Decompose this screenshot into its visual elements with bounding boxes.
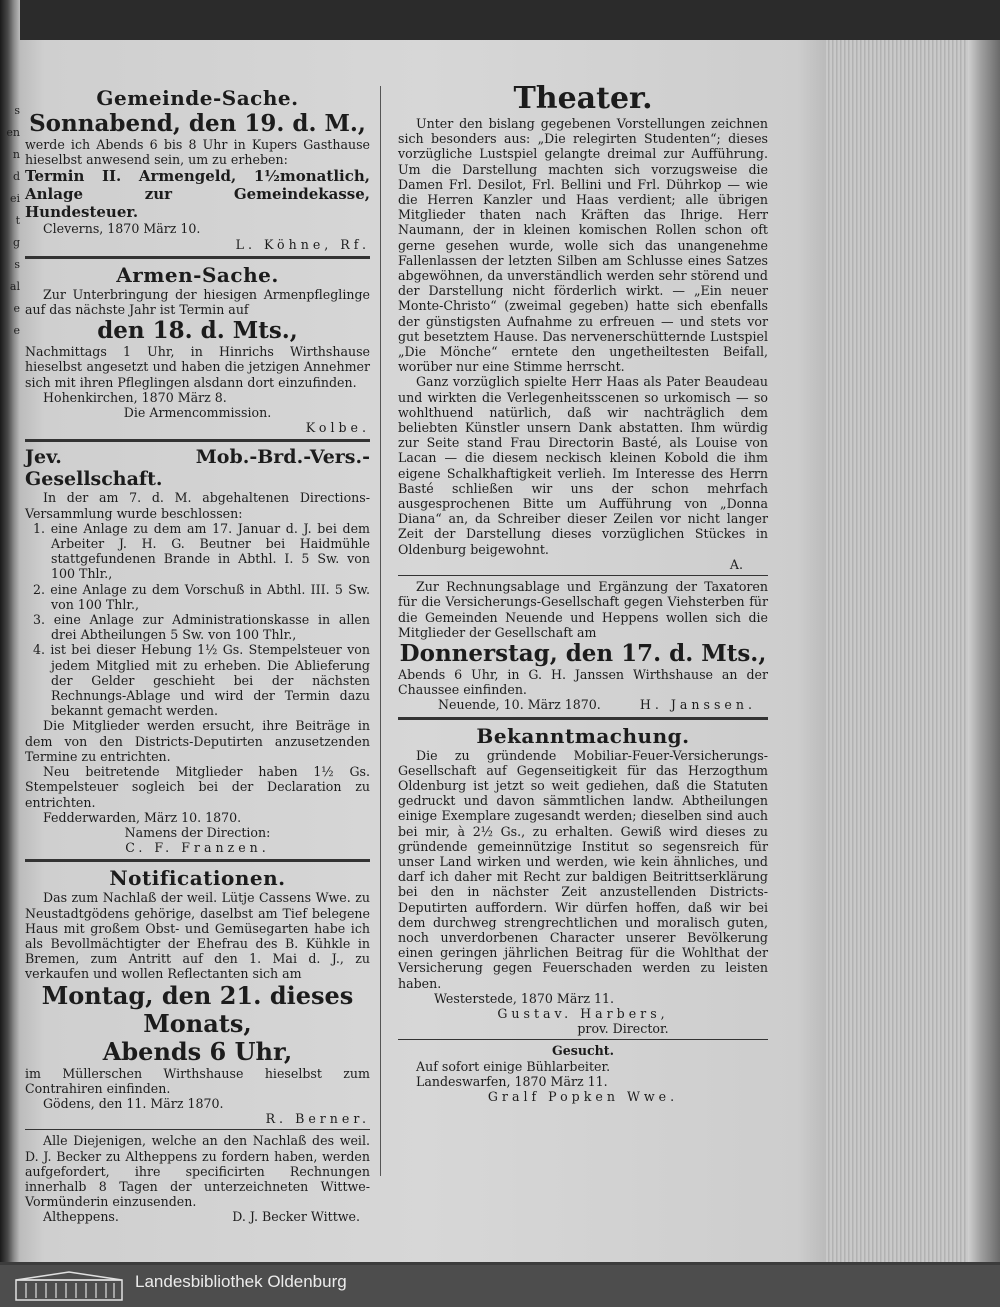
bekanntmachung-title: prov. Director. xyxy=(577,1021,669,1037)
theater-paragraph: Unter den bislang gegebenen Vorstellungen zeichnen sich besonders aus: „Die relegirten Studenten“; dieses vorzügliche Lustspiel gelangte dreimal zur Aufführung. Um die Darstellung machten sich vorzugsweise die Damen Frl. Desilot, Frl. Bellini und Frl. Dührkop — wie die Herren Kanzler und Haas verdient; alle übrigen Mitglieder thaten nach Kräften das Ihrige. Herr Naumann, der in kleinen komischen Rollen schon oft gerne gesehen wurde, wolle sich das unangenehme Fallenlassen der letzten Silben am Schlusse eines Satzes abgewöhnen, da unverständlich werden sehr störend und der Darstellung nicht förderlich wirkt. — „Ein neuer Monte-Christo“ (zweimal gegeben) hatte sich ebenfalls der günstigsten Aufnahme zu erfreuen — und stets vor gut besetztem Hause. Das nervenerschütternde Lustspiel „Die Mönche“ erntete den ungetheiltesten Beifall, worüber nur eine Stimme herrscht. xyxy=(398,116,768,375)
versicherung-notice xyxy=(25,446,370,855)
notifikation-date: Montag, den 21. dieses Monats, xyxy=(41,980,354,1038)
divider-rule xyxy=(398,717,768,720)
versicherung-place-date: Fedderwarden, März 10. 1870. xyxy=(43,809,242,825)
versicherung-item: 3. eine Anlage zur Administrationskasse in allen drei Abtheilungen 5 Sw. von 100 Thlr., xyxy=(33,612,370,643)
versicherung-item: 4. ist bei dieser Hebung 1½ Gs. Stempelsteuer von jedem Mitglied mit zu erheben. Die Ablieferung der Gelder geschieht bei der nächsten Rechnungs-Ablage und wird der Termin dazu bekannt gemacht werden. xyxy=(33,642,370,719)
gesucht-heading: Gesucht. xyxy=(551,1043,615,1059)
rechnung-body: Zur Rechnungsablage und Ergänzung der Taxatoren für die Versicherungs-Gesellschaft gegen Viehsterben für die Gemeinden Neuende und Heppens wollen sich die Mitglieder der Gesellschaft am xyxy=(398,579,768,640)
armen-signature: Kolbe. xyxy=(305,420,370,436)
versicherung-heading: Jev. Mob.-Brd.-Vers.-Gesellschaft. xyxy=(25,446,370,491)
rechnung-body2: Abends 6 Uhr, in G. H. Janssen Wirthshause an der Chaussee einfinden. xyxy=(398,666,768,698)
becker-place: Altheppens. xyxy=(43,1209,119,1225)
divider-rule xyxy=(25,256,370,259)
armen-body: Zur Unterbringung der hiesigen Armenpfleglinge auf das nächste Jahr ist Termin auf xyxy=(25,286,370,318)
versicherung-item: 1. eine Anlage zu dem am 17. Januar d. J. bei dem Arbeiter J. H. G. Beutner bei Haidmühle stattgefundenen Brande in Abthl. I. 5 Sw. von 100 Thlr., xyxy=(33,520,370,582)
gesucht-place-date: Landeswarfen, 1870 März 11. xyxy=(416,1073,608,1089)
gemeinde-body: werde ich Abends 6 bis 8 Uhr in Kupers Gasthause hieselbst anwesend sein, um zu erheben: xyxy=(25,137,370,168)
armen-body2: Nachmittags 1 Uhr, in Hinrichs Wirthshause hieselbst angesetzt und haben die jetzigen Annehmer sich mit ihren Pfleglingen alsdann dort einzufinden. xyxy=(25,344,370,390)
becker-notice xyxy=(25,1133,370,1224)
armen-heading: Armen-Sache. xyxy=(116,262,279,287)
book-page-edges xyxy=(826,40,971,1262)
notifikation-body2: im Müllerschen Wirthshause hieselbst zum Contrahiren einfinden. xyxy=(25,1065,370,1096)
gemeinde-place-date: Cleverns, 1870 März 10. xyxy=(43,221,201,237)
gemeinde-heading: Gemeinde-Sache. xyxy=(96,86,299,110)
previous-page-text: s en n d ei t g s al e e xyxy=(6,104,20,337)
rechnung-signature: H. Janssen. xyxy=(639,697,756,713)
versicherung-intro: In der am 7. d. M. abgehaltenen Directions-Versammlung wurde beschlossen: xyxy=(25,490,370,521)
armen-place-date: Hohenkirchen, 1870 März 8. xyxy=(43,389,227,405)
gemeinde-items: Termin II. Armengeld, 1½monatlich, Anlage zur Gemeindekasse, Hundesteuer. xyxy=(25,167,370,222)
armen-date: den 18. d. Mts., xyxy=(97,317,298,345)
versicherung-item: 2. eine Anlage zu dem Vorschuß in Abthl. III. 5 Sw. von 100 Thlr., xyxy=(33,581,370,612)
divider-rule xyxy=(398,1039,768,1040)
versicherung-para: Neu beitretende Mitglieder haben 1½ Gs. Stempelsteuer sogleich bei der Declaration zu entrichten. xyxy=(25,764,370,810)
divider-rule xyxy=(25,859,370,862)
divider-rule xyxy=(398,575,768,576)
bekanntmachung-place-date: Westerstede, 1870 März 11. xyxy=(434,990,615,1006)
rechnung-notice xyxy=(398,579,768,712)
notifikation-time: Abends 6 Uhr, xyxy=(102,1036,293,1066)
bekanntmachung-heading: Bekanntmachung. xyxy=(476,723,690,748)
gemeinde-notice xyxy=(25,86,370,252)
library-name: Landesbibliothek Oldenburg xyxy=(135,1272,347,1291)
gesucht-body: Auf sofort einige Bühlarbeiter. xyxy=(416,1058,611,1074)
notifikation-body: Das zum Nachlaß der weil. Lütje Cassens Wwe. zu Neustadtgödens gehörige, daselbst am Tief belegene Haus mit großem Obst- und Gemüsegarten habe ich als Bevollmächtigter der Ehefrau des B. Kühkle in Bremen, zum Antritt auf den 1. Mai d. J., zu verkaufen und wollen Reflectanten sich am xyxy=(25,890,370,982)
bekanntmachung-signature: Gustav. Harbers, xyxy=(497,1005,669,1021)
rechnung-place-date: Neuende, 10. März 1870. xyxy=(438,697,601,713)
becker-body: Alle Diejenigen, welche an den Nachlaß des weil. D. J. Becker zu Altheppens zu fordern haben, werden aufgefordert, ihre specificirten Rechnungen innerhalb 8 Tagen der unterzeichneten Wittwe-Vormünderin einzusenden. xyxy=(25,1133,370,1210)
bekanntmachung-notice xyxy=(398,724,768,1037)
rechnung-footer xyxy=(398,697,768,712)
book-cover-edge xyxy=(968,40,1000,1262)
library-building-logo xyxy=(14,1270,124,1302)
theater-review xyxy=(398,82,768,572)
rechnung-date: Donnerstag, den 17. d. Mts., xyxy=(399,639,767,667)
versicherung-para: Die Mitglieder werden ersucht, ihre Beiträge in dem von den Districts-Deputirten anzusetzenden Termine zu entrichten. xyxy=(25,718,370,764)
theater-heading: Theater. xyxy=(513,81,653,116)
scan-top-border xyxy=(20,0,1000,42)
armen-commission: Die Armencommission. xyxy=(123,405,272,421)
becker-footer xyxy=(25,1209,370,1224)
gemeinde-signature: L. Köhne, Rf. xyxy=(235,236,370,252)
divider-rule xyxy=(25,439,370,442)
column-divider xyxy=(380,86,381,1176)
notifikation-heading: Notificationen. xyxy=(109,866,286,891)
armen-notice xyxy=(25,263,370,436)
theater-signature: A. xyxy=(729,556,743,572)
versicherung-signature: C. F. Franzen. xyxy=(125,840,270,856)
notifikation-place-date: Gödens, den 11. März 1870. xyxy=(43,1095,224,1111)
theater-paragraph: Ganz vorzüglich spielte Herr Haas als Pater Beaudeau und wirkten die Verlegenheitsscenen so urkomisch — so wohlthuend natürlich, daß wir nachträglich dem beliebten Künstler unsern Dank abstatten. Ihm würdig zur Seite stand Frau Directorin Basté, als Louise von Lacan — die diesem neckisch kleinen Kobold die ihm eigene Schalkhaftigkeit verlieh. Im Interesse des Herrn Basté schließen wir uns der schon mehrfach ausgesprochenen Bitte um Aufführung von „Donna Diana“ an, da Schreiber dieser Zeilen vor nicht langer Zeit der Darstellung dieses vorzüglichen Stückes in Oldenburg beigewohnt. xyxy=(398,374,768,557)
divider-rule xyxy=(25,1129,370,1130)
right-column xyxy=(398,81,768,1104)
left-column xyxy=(25,86,370,1225)
versicherung-namens: Namens der Direction: xyxy=(124,824,271,840)
gesucht-signature: Gralf Popken Wwe. xyxy=(487,1088,679,1104)
notifikation-signature: R. Berner. xyxy=(265,1111,370,1127)
bekanntmachung-body: Die zu gründende Mobiliar-Feuer-Versicherungs-Gesellschaft auf Gegenseitigkeit für das Herzogthum Oldenburg ist jetzt so weit gediehen, daß die Statuten gedruckt und davon sämmtlichen landw. Abtheilungen einige Exemplare zugesandt werden; dieselben sind auch bei mir, à 2½ Gs., zu erhalten. Gewiß wird dieses zu gründende gemeinnützige Institut so segensreich für unser Land wirken und werden, wie kein ähnliches, und darf ich daher mit Recht zur baldigen Beitrittserklärung bei den in nächster Zeit anzustellenden Districts-Deputirten auffordern. Wir dürfen hoffen, daß wir bei dem durchweg strengrechtlichen und moralisch guten, noch unverdorbenen Character unserer Bevölkerung einen geringen jährlichen Beitrag für die Wohlthat der Versicherung gegen Feuerschaden werden zu leisten haben. xyxy=(398,747,768,991)
becker-signature: D. J. Becker Wittwe. xyxy=(232,1209,360,1225)
notifikation-notice xyxy=(25,866,370,1126)
gemeinde-date: Sonnabend, den 19. d. M., xyxy=(29,110,366,137)
gesucht-notice xyxy=(398,1043,768,1104)
